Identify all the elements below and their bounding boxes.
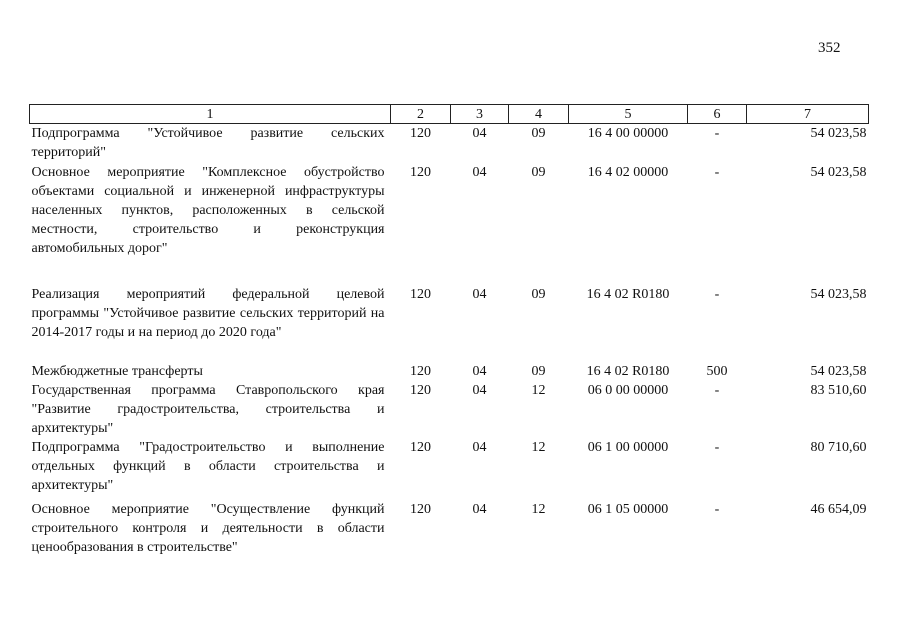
- row-amount: 80 710,60: [810, 439, 867, 455]
- table-row: [30, 438, 869, 500]
- header-cell-7: 7: [747, 105, 869, 124]
- row-code-2: 120: [410, 164, 431, 180]
- header-cell-4: 4: [509, 105, 569, 124]
- header-cell-3: 3: [451, 105, 509, 124]
- row-code-6: 500: [706, 363, 728, 379]
- row-code-4: 09: [531, 363, 546, 379]
- row-amount: 54 023,58: [810, 286, 867, 302]
- row-code-3: 04: [472, 164, 487, 180]
- row-code-6: -: [714, 501, 720, 517]
- row-code-6: -: [714, 286, 720, 302]
- row-code-6: -: [714, 439, 720, 455]
- table-row: [30, 124, 869, 163]
- table-row: [30, 163, 869, 285]
- row-code-6: -: [714, 126, 720, 141]
- row-code-4: 09: [531, 164, 546, 180]
- row-amount: 83 510,60: [810, 382, 867, 398]
- row-amount: 54 023,58: [810, 126, 867, 141]
- row-code-4: 12: [531, 501, 546, 517]
- row-code-3: 04: [472, 439, 487, 455]
- row-name: Реализация мероприятий федеральной целевой программы "Устойчивое развитие сельских территорий на 2014-2017 годы и на период до 2020 года": [31, 286, 385, 340]
- row-code-2: 120: [410, 286, 431, 302]
- row-code-5: 16 4 02 R0180: [586, 363, 670, 379]
- row-code-5: 16 4 02 00000: [587, 164, 669, 180]
- header-cell-5: 5: [569, 105, 688, 124]
- row-code-4: 09: [531, 286, 546, 302]
- row-name: Подпрограмма "Градостроительство и выполнение отдельных функций в области строительства и архитектуры": [31, 439, 385, 493]
- row-code-2: 120: [410, 501, 431, 517]
- row-code-3: 04: [472, 286, 487, 302]
- header-cell-2: 2: [391, 105, 451, 124]
- row-code-2: 120: [410, 382, 431, 398]
- page-number: 352: [818, 40, 841, 56]
- row-code-3: 04: [472, 363, 487, 379]
- row-code-5: 06 1 05 00000: [587, 501, 669, 517]
- table-row: [30, 381, 869, 438]
- row-code-5: 16 4 02 R0180: [586, 286, 670, 302]
- row-code-3: 04: [472, 126, 487, 141]
- row-code-2: 120: [410, 439, 431, 455]
- budget-table: [29, 104, 869, 557]
- table-row: [30, 500, 869, 557]
- table-row: [30, 285, 869, 362]
- row-code-5: 06 0 00 00000: [587, 382, 669, 398]
- row-name: Основное мероприятие "Комплексное обустройство объектами социальной и инженерной инфраструктуры населенных пунктов, расположенных в сельской местности, строительство и реконструкция автомобильных дорог": [31, 164, 385, 256]
- header-row: [30, 105, 869, 124]
- row-code-3: 04: [472, 382, 487, 398]
- row-name: Межбюджетные трансферты: [31, 363, 203, 379]
- row-code-4: 09: [531, 126, 546, 141]
- row-code-5: 06 1 00 00000: [587, 439, 669, 455]
- header-cell-1: 1: [30, 105, 391, 124]
- row-name: Подпрограмма "Устойчивое развитие сельских территорий": [31, 126, 385, 160]
- table-row: [30, 362, 869, 381]
- row-name: Основное мероприятие "Осуществление функций строительного контроля и деятельности в области ценообразования в строительстве": [31, 501, 385, 555]
- row-name: Государственная программа Ставропольского края "Развитие градостроительства, строительства и архитектуры": [31, 382, 385, 436]
- row-code-5: 16 4 00 00000: [587, 126, 669, 141]
- row-amount: 54 023,58: [810, 164, 867, 180]
- row-amount: 54 023,58: [810, 363, 867, 379]
- row-code-3: 04: [472, 501, 487, 517]
- row-amount: 46 654,09: [810, 501, 867, 517]
- row-code-4: 12: [531, 439, 546, 455]
- row-code-2: 120: [410, 363, 431, 379]
- row-code-6: -: [714, 382, 720, 398]
- row-code-6: -: [714, 164, 720, 180]
- row-code-4: 12: [531, 382, 546, 398]
- row-code-2: 120: [410, 126, 431, 141]
- header-cell-6: 6: [688, 105, 747, 124]
